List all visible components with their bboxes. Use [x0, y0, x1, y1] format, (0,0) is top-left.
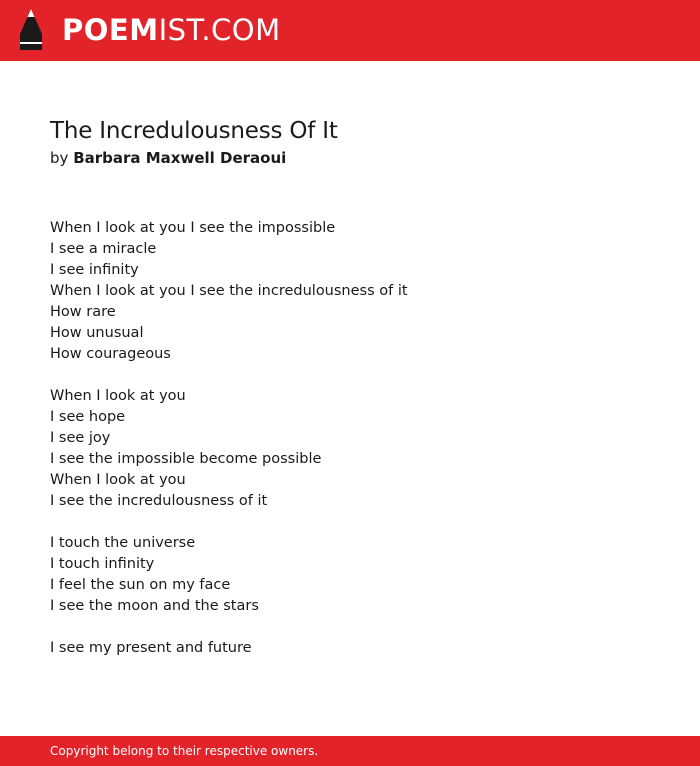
- poem-line: When I look at you: [50, 388, 186, 404]
- stanza: [50, 533, 670, 617]
- poem-line: When I look at you: [50, 472, 186, 488]
- poem-line: I touch infinity: [50, 556, 155, 572]
- poem-line: I see the moon and the stars: [50, 598, 259, 614]
- poem-line: I see a miracle: [50, 241, 157, 257]
- poem-line: How courageous: [50, 346, 171, 362]
- site-header: [0, 0, 700, 61]
- byline: [50, 148, 670, 168]
- poem-line: How unusual: [50, 325, 144, 341]
- copyright-text: Copyright belong to their respective owners.: [50, 744, 319, 758]
- logo-bold-text: POEM: [62, 13, 159, 47]
- stanza: [50, 218, 670, 365]
- poem-body: [50, 218, 670, 680]
- logo-light-text: IST.COM: [158, 13, 281, 47]
- poem-line: When I look at you I see the impossible: [50, 220, 336, 236]
- site-logo[interactable]: [62, 12, 281, 48]
- poem-line: I see joy: [50, 430, 111, 446]
- poem-title: The Incredulousness Of It: [50, 118, 338, 144]
- stanza: [50, 386, 670, 512]
- pencil-icon[interactable]: [16, 8, 46, 52]
- poem-line: I see the impossible become possible: [50, 451, 322, 467]
- by-label: by: [50, 149, 69, 167]
- poem-line: When I look at you I see the incredulousness of it: [50, 283, 408, 299]
- poem-line: I feel the sun on my face: [50, 577, 231, 593]
- poem-line: I see hope: [50, 409, 126, 425]
- site-footer: [0, 736, 700, 766]
- poem-header: [50, 116, 670, 168]
- poem-line: I see infinity: [50, 262, 139, 278]
- poem-line: I see my present and future: [50, 640, 252, 656]
- poem-line: How rare: [50, 304, 116, 320]
- author-name: Barbara Maxwell Deraoui: [73, 149, 287, 167]
- poem-line: I see the incredulousness of it: [50, 493, 268, 509]
- poem-line: I touch the universe: [50, 535, 196, 551]
- stanza: [50, 638, 670, 659]
